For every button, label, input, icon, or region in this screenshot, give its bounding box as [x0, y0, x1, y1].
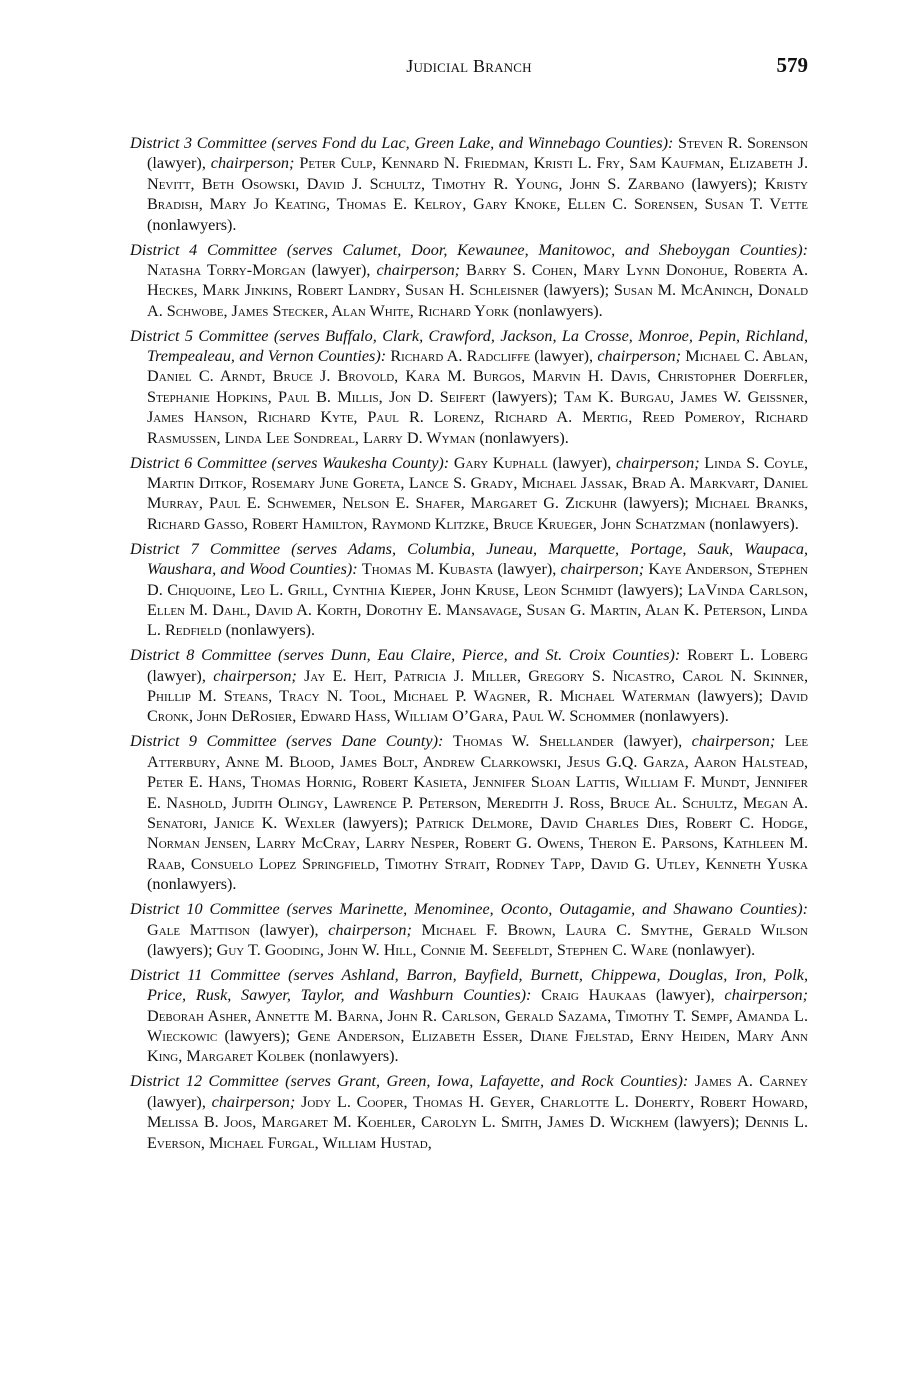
- chair-note: (lawyer),: [623, 732, 683, 751]
- page-number: 579: [776, 53, 808, 77]
- chair-note: (lawyer),: [552, 453, 612, 472]
- committee-entry-district-12: [130, 1071, 808, 1153]
- district-heading: District 7 Committee (serves Adams, Columbia, Juneau, Marquette, Portage, Sauk, Waupaca, Waushara, and Wood Counties):: [130, 539, 808, 579]
- lawyers-note: (lawyers);: [617, 580, 684, 599]
- district-heading: District 10 Committee (serves Marinette, Menominee, Oconto, Outagamie, and Shawano Counties):: [130, 900, 808, 919]
- nonlawyer-members: Susan M. McAninch, Donald A. Schwobe, James Stecker, Alan White, Richard York: [147, 281, 809, 320]
- chairperson-name: Craig Haukaas: [541, 986, 647, 1005]
- chairperson-name: Natasha Torry-Morgan: [147, 260, 306, 279]
- chair-label: chairperson;: [597, 347, 681, 366]
- committee-entry-district-11: [130, 965, 808, 1067]
- chair-label: chairperson;: [724, 986, 809, 1005]
- page-header: [130, 52, 808, 84]
- committee-entry-district-8: [130, 645, 808, 727]
- committee-entry-district-7: [130, 539, 808, 641]
- nonlawyer-members: Patrick Delmore, David Charles Dies, Robert C. Hodge, Norman Jensen, Larry McCray, Larry Nesper, Robert G. Owens, Theron E. Parsons, Kathleen M. Raab, Consuelo Lopez Springfield, Timothy Strait, Rodney Tapp, David G. Utley, Kenneth Yuska: [147, 814, 808, 873]
- chairperson-name: Thomas W. Shellander: [452, 732, 614, 751]
- nonlawyer-members: Guy T. Gooding, John W. Hill, Connie M. Seefeldt, Stephen C. Ware: [216, 940, 668, 959]
- chairperson-name: Thomas M. Kubasta: [361, 560, 494, 579]
- nonlawyer-members: Gene Anderson, Elizabeth Esser, Diane Fjelstad, Erny Heiden, Mary Ann King, Margaret Kolbek: [147, 1027, 808, 1066]
- district-heading: District 3 Committee (serves Fond du Lac, Green Lake, and Winnebago Counties):: [130, 134, 674, 152]
- lawyers-note: (lawyers);: [224, 1027, 291, 1046]
- lawyer-members: Lee Atterbury, Anne M. Blood, James Bolt, Andrew Clarkowski, Jesus G.Q. Garza, Aaron Halstead, Peter E. Hans, Thomas Hornig, Robert Kasieta, Jennifer Sloan Lattis, William F. Mundt, Jennifer E. Nashold, Judith Olingy, Lawrence P. Peterson, Meredith J. Ross, Bruce Al. Schultz, Megan A. Senatori, Janice K. Wexler: [147, 732, 809, 832]
- chair-note: (lawyer),: [259, 920, 319, 939]
- district-heading: District 9 Committee (serves Dane County):: [130, 732, 444, 751]
- running-head-title: Judicial Branch: [406, 56, 532, 76]
- chair-label: chairperson;: [213, 666, 297, 685]
- chair-note: (lawyer),: [311, 260, 371, 279]
- lawyer-members: Michael C. Ablan, Daniel C. Arndt, Bruce J. Brovold, Kara M. Burgos, Marvin H. Davis, Christopher Doerfler, Stephanie Hopkins, Paul B. Millis, Jon D. Seifert: [147, 347, 809, 406]
- lawyers-note: (lawyers);: [147, 940, 213, 959]
- lawyer-members: Deborah Asher, Annette M. Barna, John R. Carlson, Gerald Sazama, Timothy T. Sempf, Amanda L. Wieckowic: [147, 1006, 808, 1046]
- nonlawyer-members: LaVinda Carlson, Ellen M. Dahl, David A. Korth, Dorothy E. Mansavage, Susan G. Martin, Alan K. Peterson, Linda L. Redfield: [147, 580, 809, 640]
- committee-entry-district-9: [130, 731, 808, 894]
- chair-note: (lawyer),: [147, 666, 206, 685]
- nonlawyers-note: (nonlawyers).: [639, 707, 729, 726]
- chairperson-name: Richard A. Radcliffe: [390, 347, 530, 366]
- chair-label: chairperson;: [691, 732, 776, 751]
- lawyer-members: Linda S. Coyle, Martin Ditkof, Rosemary June Goreta, Lance S. Grady, Michael Jassak, Brad A. Markvart, Daniel Murray, Paul E. Schwemer, Nelson E. Shafer, Margaret G. Zickuhr: [147, 453, 809, 513]
- lawyer-members: Barry S. Cohen, Mary Lynn Donohue, Roberta A. Heckes, Mark Jinkins, Robert Landry, Susan H. Schleisner: [147, 260, 809, 300]
- chairperson-name: Steven R. Sorenson: [677, 134, 808, 152]
- district-heading: District 4 Committee (serves Calumet, Door, Kewaunee, Manitowoc, and Sheboygan Counties):: [130, 240, 808, 259]
- lawyer-members: Jody L. Cooper, Thomas H. Geyer, Charlotte L. Doherty, Robert Howard, Melissa B. Joos, Margaret M. Koehler, Carolyn L. Smith, James D. Wickhem: [147, 1092, 809, 1132]
- lawyers-note: (lawyers);: [342, 814, 409, 832]
- chair-note: (lawyer),: [534, 347, 594, 366]
- chairperson-name: James A. Carney: [694, 1072, 808, 1091]
- lawyer-members: Jay E. Heit, Patricia J. Miller, Gregory S. Nicastro, Carol N. Skinner, Phillip M. Steans, Tracy N. Tool, Michael P. Wagner, R. Michael Waterman: [147, 666, 809, 706]
- chair-label: chairperson;: [211, 1092, 296, 1111]
- district-heading: District 6 Committee (serves Waukesha County):: [130, 453, 450, 472]
- chair-label: chairperson;: [328, 920, 412, 939]
- district-heading: District 12 Committee (serves Grant, Green, Iowa, Lafayette, and Rock Counties):: [130, 1072, 689, 1091]
- nonlawyers-note: (nonlawyer).: [672, 940, 756, 959]
- nonlawyers-note: (nonlawyers).: [309, 1047, 399, 1066]
- nonlawyers-note: (nonlawyers).: [709, 514, 799, 533]
- lawyers-note: (lawyers);: [691, 174, 758, 193]
- committee-entry-district-3: [130, 133, 808, 235]
- lawyer-members: Michael F. Brown, Laura C. Smythe, Gerald Wilson: [421, 920, 809, 939]
- chairperson-name: Gary Kuphall: [453, 453, 548, 472]
- chair-label: chairperson;: [560, 560, 645, 579]
- lawyer-members: Peter Culp, Kennard N. Friedman, Kristi L. Fry, Sam Kaufman, Elizabeth J. Nevitt, Beth Osowski, David J. Schultz, Timothy R. Young, John S. Zarbano: [147, 154, 809, 193]
- committee-list: [130, 133, 808, 1158]
- chair-label: chairperson;: [376, 260, 461, 279]
- nonlawyers-note: (nonlawyers).: [479, 428, 569, 447]
- lawyers-note: (lawyers);: [697, 687, 763, 706]
- nonlawyer-members: Tam K. Burgau, James W. Geissner, James Hanson, Richard Kyte, Paul R. Lorenz, Richard A. Mertig, Reed Pomeroy, Richard Rasmussen, Linda Lee Sondreal, Larry D. Wyman: [147, 387, 809, 447]
- nonlawyer-members: Dennis L. Everson, Michael Furgal, William Hustad,: [147, 1113, 809, 1152]
- district-heading: District 8 Committee (serves Dunn, Eau Claire, Pierce, and St. Croix Counties):: [130, 646, 681, 665]
- lawyers-note: (lawyers);: [673, 1113, 740, 1132]
- district-heading: District 11 Committee (serves Ashland, Barron, Bayfield, Burnett, Chippewa, Douglas, Iron, Polk, Price, Rusk, Sawyer, Taylor, and Washburn Counties):: [130, 965, 808, 1005]
- nonlawyer-members: Michael Branks, Richard Gasso, Robert Hamilton, Raymond Klitzke, Bruce Krueger, John Schatzman: [147, 494, 809, 533]
- committee-entry-district-6: [130, 453, 808, 535]
- chairperson-name: Robert L. Loberg: [687, 646, 808, 665]
- chair-note: (lawyer),: [497, 560, 557, 579]
- chairperson-name: Gale Mattison: [147, 920, 250, 939]
- nonlawyers-note: (nonlawyers).: [513, 301, 603, 320]
- district-heading: District 5 Committee (serves Buffalo, Clark, Crawford, Jackson, La Crosse, Monroe, Pepin, Richland, Trempealeau, and Vernon Counties):: [130, 326, 808, 366]
- committee-entry-district-5: [130, 326, 808, 448]
- chair-label: chairperson;: [615, 453, 700, 472]
- chair-label: chairperson;: [210, 154, 295, 173]
- nonlawyer-members: David Cronk, John DeRosier, Edward Hass, William O’Gara, Paul W. Schommer: [147, 687, 809, 726]
- chair-note: (lawyer),: [147, 154, 206, 173]
- committee-entry-district-4: [130, 240, 808, 322]
- committee-entry-district-10: [130, 899, 808, 960]
- nonlawyer-members: Kristy Bradish, Mary Jo Keating, Thomas E. Kelroy, Gary Knoke, Ellen C. Sorensen, Susan T. Vette: [147, 174, 809, 214]
- lawyer-members: Kaye Anderson, Stephen D. Chiquoine, Leo L. Grill, Cynthia Kieper, John Kruse, Leon Schmidt: [147, 560, 809, 599]
- nonlawyers-note: (nonlawyers).: [147, 875, 237, 894]
- nonlawyers-note: (nonlawyers).: [147, 215, 237, 234]
- lawyers-note: (lawyers);: [543, 281, 610, 300]
- nonlawyers-note: (nonlawyers).: [225, 621, 316, 640]
- chair-note: (lawyer),: [655, 986, 715, 1005]
- lawyers-note: (lawyers);: [491, 387, 558, 406]
- chair-note: (lawyer),: [147, 1092, 206, 1111]
- lawyers-note: (lawyers);: [623, 494, 689, 513]
